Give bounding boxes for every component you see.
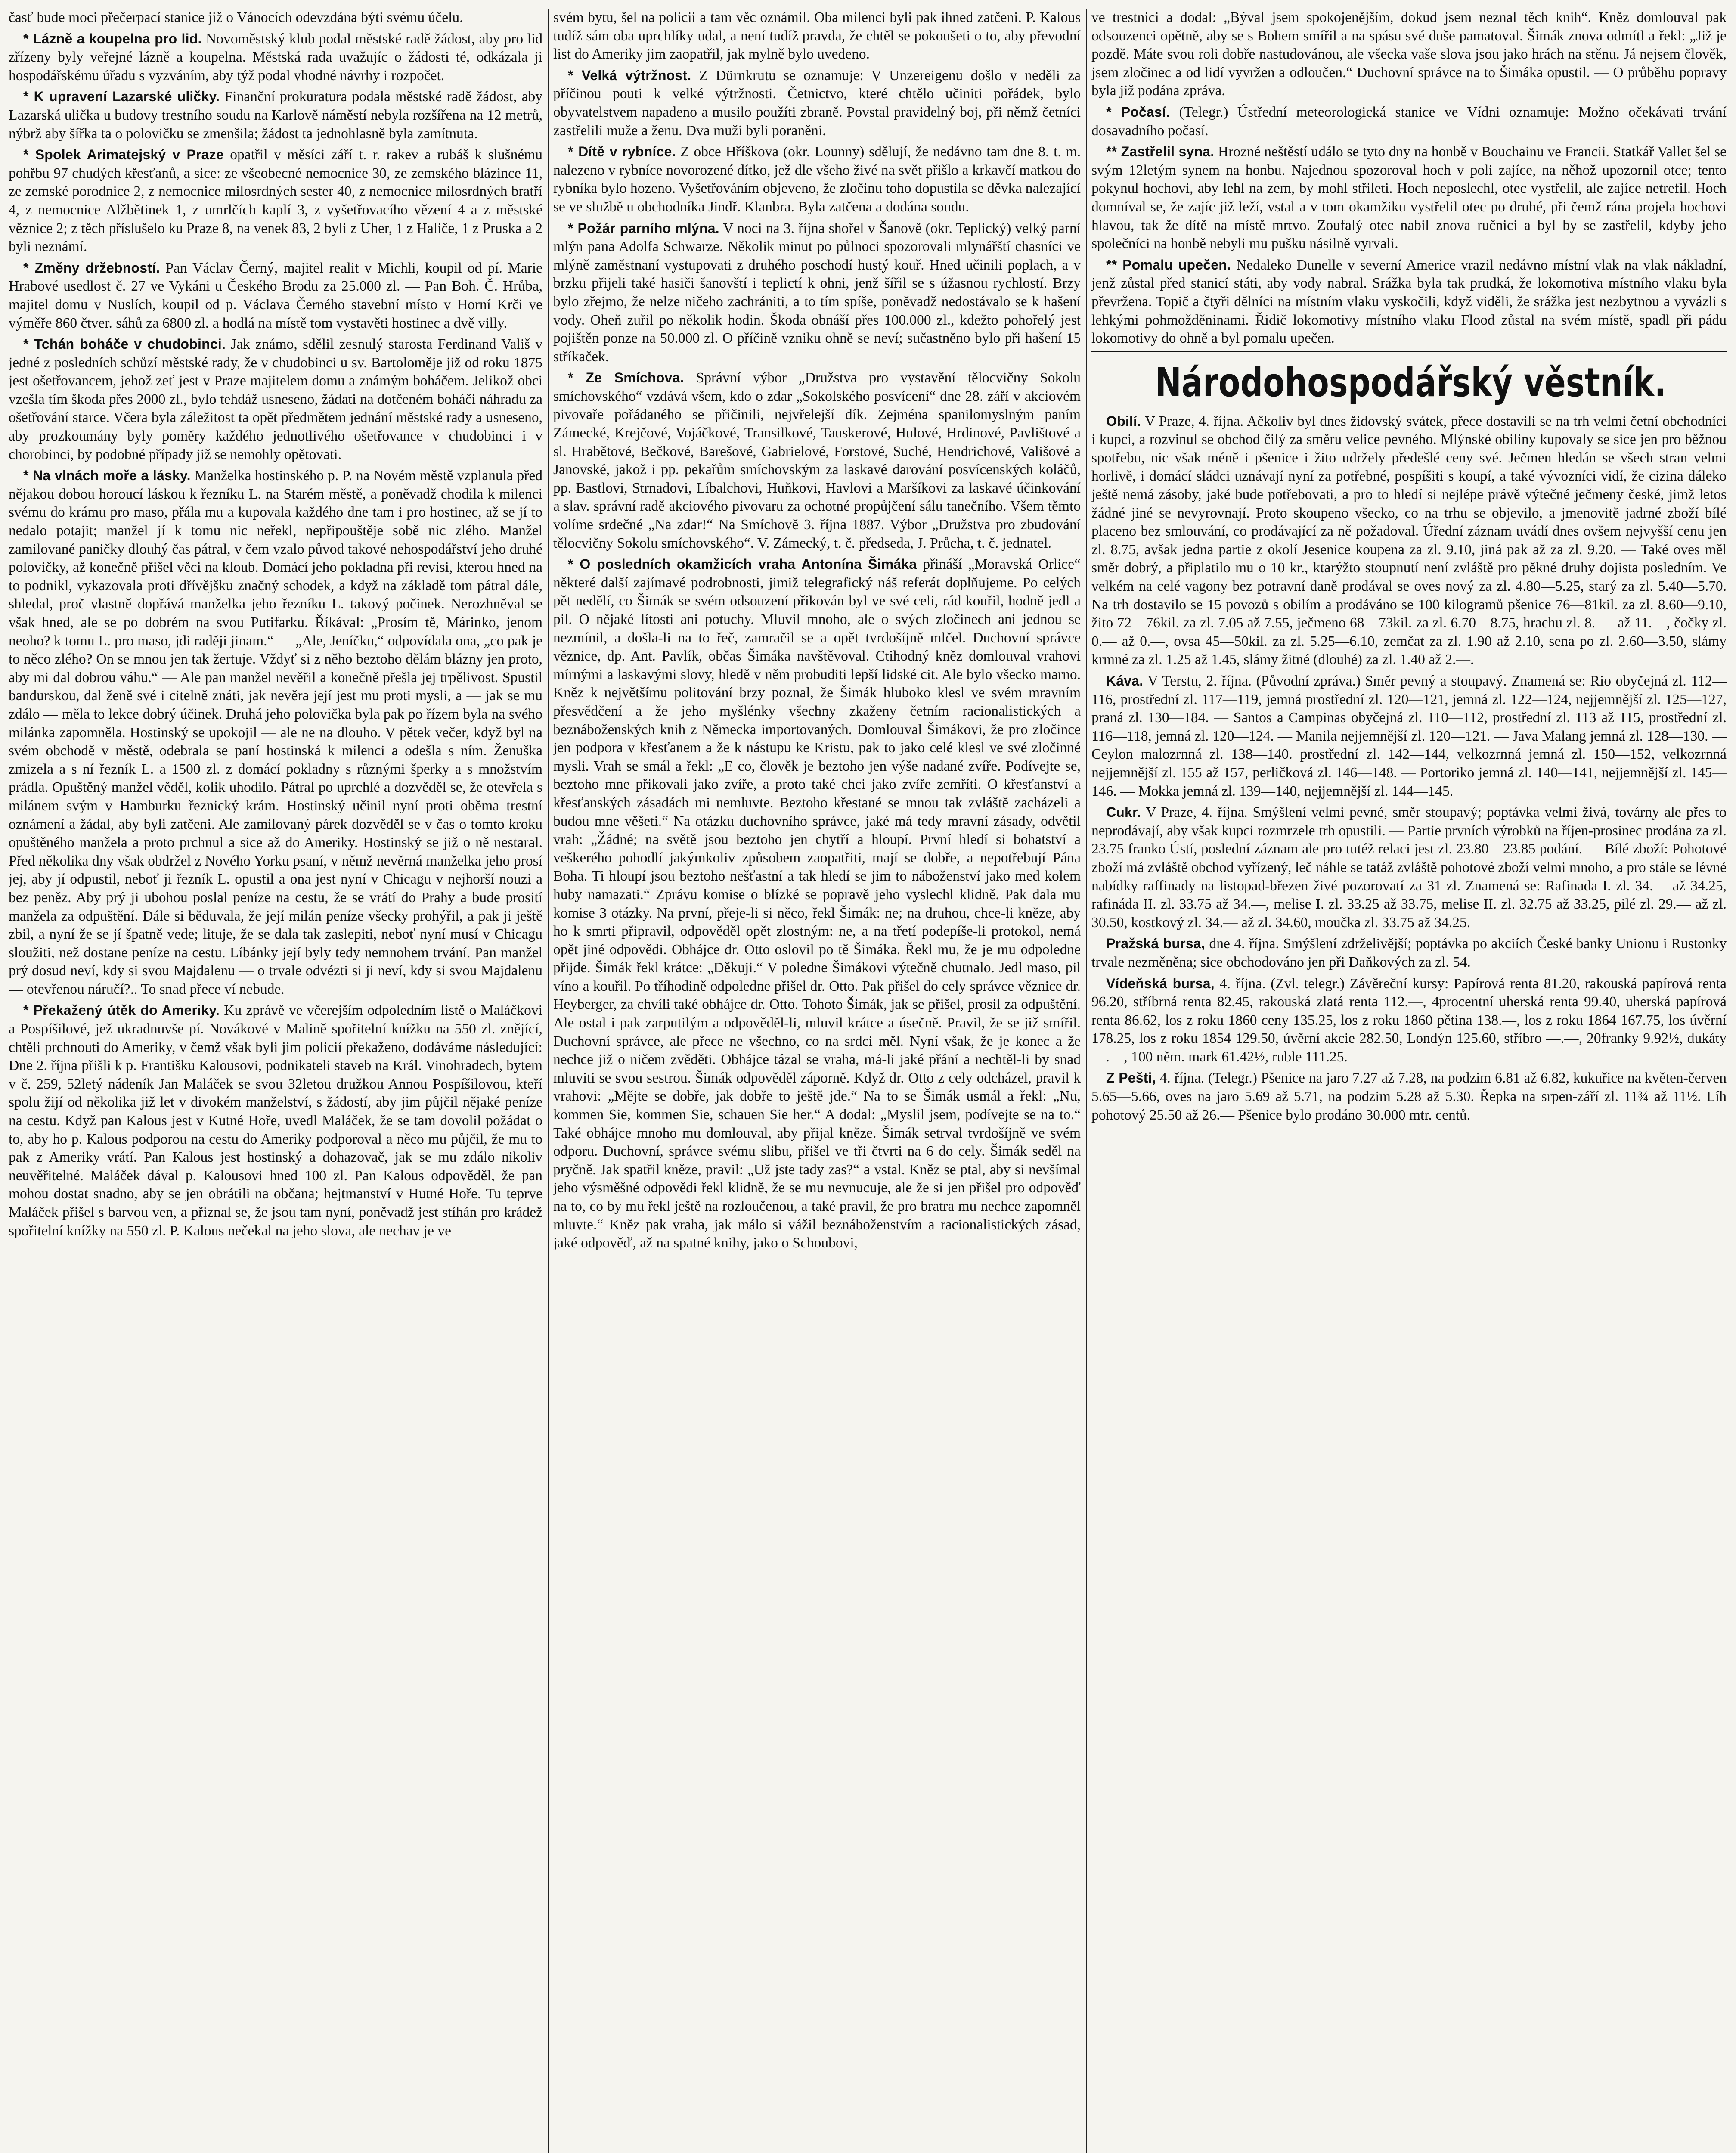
article-heading: Káva. [1106, 673, 1144, 689]
section-title: Národohospodářský věstník. [1155, 359, 1667, 406]
article-heading: * Požár parního mlýna. [568, 220, 719, 236]
article-heading: * Počasí. [1106, 104, 1170, 120]
article-heading: * Spolek Arimatejský v Praze [23, 147, 224, 163]
article [553, 555, 1081, 1253]
column-divider [1086, 9, 1087, 2153]
article-text: ve trestnici a dodal: „Býval jsem spokojenějším, dokud jsem neznal těch knih“. Kněz domlouval pak odsouzenci opětně, aby se s Bohem smířil a na spásu své duše pamatoval. Šimák znova odmítl a řekl: „Již je pozdě. Máte svou roli dobře nastudovánou, ale všecka vaše slova jsou jako hrách na stěnu. Já nejsem člověk, jsem zločinec a od lidí vyvržen a odloučen.“ Duchovní správce na to Šimáka opustil. — O průběhu popravy byla již podána zpráva. [1091, 9, 1727, 99]
article-heading: * Změny držebností. [23, 260, 160, 276]
article-text: 4. října. (Telegr.) Pšenice na jaro 7.27 až 7.28, na podzim 6.81 až 6.82, kukuřice na květen-červen 5.65—5.66, oves na jaro 5.69 až 5.71, na podzim 5.28 až 5.30. Řepka na srpen-září zl. 11¾ až 11½. Líh pohotový 25.50 až 26.— Pšenice bylo prodáno 30.000 mtr. centů. [1091, 1070, 1727, 1123]
article-text: (Telegr.) Ústřední meteorologická stanice ve Vídni oznamuje: Možno očekávati trvání dosavadního počasí. [1091, 104, 1727, 139]
article-text: Ku zprávě ve včerejším odpoledním listě o Maláčkovi a Pospíšilové, jež ukradnuvše pí. Novákové v Malině spořitelní knížku na 550 zl. znějící, chtěli prchnouti do Ameriky, v čemž však byli jim policií překaženo, dodáváme následující: Dne 2. října přišli k p. Františku Kalousovi, podnikateli staveb na Král. Vinohradech, bytem v č. 259, 52letý nádeník Jan Maláček se svou 32letou družkou Annou Pospíšilovou, kteří spolu žijí od několika již let v divokém manželství, s žádostí, aby jim půjčil nějaké peníze na cestu. Když pan Kalous jest v Kutné Hoře, uvedl Maláček, že se tam dovolil požádat o to, aby ho p. Kalous podporou na cestu do Ameriky podporoval a něco mu půjčil, že mu to pak z Ameriky vrátí. Pan Kalous jest hostinský a dohazovač, jak se mu zdálo nikoliv neuvěřitelné. Maláček dával p. Kalousovi hned 100 zl. Pan Kalous odpověděl, že pan mohou dostat snadno, aby se jen obrátili na občana; hejtmanství v Hutné Hoře. Tu teprve Maláček přišel s barvou ven, a přiznal se, že jsou tam nyní, poněvadž jest stíhán pro krádež spořitelní knížky na 550 zl. P. Kalous nečekal na jeho slova, ale nechav je ve [9, 1002, 542, 1239]
article [553, 66, 1081, 140]
article-text: V noci na 3. října shořel v Šanově (okr. Teplický) velký parní mlýn pana Adolfa Schwarze. Několik minut po půlnoci spozorovali mlynářští chasníci ve mlýně zaměstnaní vystupovati z druhého poschodí hustý kouř. Hned učinili poplach, a v brzku přijeli také hasiči šanovští i teplictí k ohni, jenž šířil se s úžasnou rychlostí. Brzy bylo zřejmo, že nelze ničeho zachrániti, a to tím spíše, poněvadž nedostávalo se k hašení vody. Oheň zuřil po několik hodin. Škoda obnáší přes 100.000 zl., kdežto pohořelý jest pojištěn ponze na 50.000 zl. O příčině vzniku ohně se neví; sučastněno bylo při hašení 15 stříkaček. [553, 220, 1081, 365]
article [9, 87, 542, 143]
article-heading: Z Pešti, [1106, 1070, 1156, 1086]
article [1091, 9, 1727, 100]
article [553, 9, 1081, 64]
article [9, 335, 542, 464]
article [9, 30, 542, 85]
article-heading: * Lázně a koupelna pro lid. [23, 31, 202, 47]
article-heading: Vídeňská bursa, [1106, 975, 1215, 991]
article [1091, 1069, 1727, 1124]
article-text: 4. října. (Zvl. telegr.) Závěreční kursy: Papírová renta 81.20, rakouská papírová renta 96.20, stříbrná renta 82.45, rakouská zlatá renta 112.—, 4procentní uherská renta 99.40, uherská papírová renta 86.62, los z roku 1860 ceny 135.25, los z roku 1860 pětina 138.—, los z roku 1864 167.75, los úvěrní 178.25, los z roku 1854 129.50, úvěrní akcie 282.50, Londýn 125.60, stříbro —.—, 20franky 9.92½, dukáty —.—, 100 něm. mark 61.42½, ruble 111.25. [1091, 975, 1727, 1065]
article [9, 259, 542, 332]
article-text: Jak známo, sdělil zesnulý starosta Ferdinand Vališ v jedné z posledních schůzí městské rady, že v chudobinci u sv. Bartoloměje již od roku 1875 jest ošetřovancem, jehož zeť jest v Praze majitelem domu a známým boháčem. Jelikož obci vzešla tím škoda přes 2000 zl., bylo tehdáž usneseno, žádati na dotčeném boháči náhradu za ošetřování starce. Včera byla záležitost ta opět předmětem jednání městské rady a usneseno, aby prozkoumány byly poměry každého jednotlivého ošetřovance v chudobinci i v chorobinci, by podobné případy již se nemohly opětovati. [9, 336, 542, 462]
article-text: přináší „Moravská Orlice“ některé další zajímavé podrobnosti, jimiž telegrafický náš referát doplňujeme. Po celých pět nedělí, co Šimák se svém odsouzení přikován byl ve své celi, rád kouřil, hodně jedl a pil. O nějaké lítosti ani potuchy. Mluvil mnoho, ale o svých zločinech ani jednou se nezmínil, a došla-li na to řeč, zamračil se a opět tvrdošíjně mlčel. Duchovní správce věznice, dp. Ant. Pavlík, občas Šimáka navštěvoval. Ctihodný kněz domlouval vrahovi mírnými a laskavými slovy, hledě v něm probuditi lepší lidské cit. Ale bylo všecko marno. Kněz k největšímu politování brzy poznal, že Šimák hluboko klesl ve svém mravním přesvědčení a že jeho myšlénky všechny zkaženy četním racionalistických a beznáboženských knih z Německa importovaných. Domlouval Šimákovi, že pro zločince jen podpora v křesťanem a že k nástupu ke Kristu, pak to jako celé klesl ve své zločinné mysli. Vrah se smál a řekl: „E co, člověk je beztoho jen výše nadané zvíře. Podívejte se, beztoho mne přikovali jako zvíře, a proto také chci jako zvíře zemříti. O křesťanství a křesťanských zásadách mi nemluvte. Beztoho křestané se mnou tak zvláště zacházeli a budou mne věšeti.“ Na otázku duchovního správce, jaké má tedy mravní zásady, odvětil vrah: „Žádné; na světě jsou beztoho jen chytří a hloupí. První hledí si bohatství a veškerého pohodlí jakýmkoliv způsobem zaopatřiti, mají se dobře, a nepotřebují Pána Boha. Ti hloupí jsou beztoho nešťastní a tak hledí se jim to náboženství jako med kolem huby namazati.“ Zprávu komise o blízké se popravě jeho vyslechl klidně. Pak dala mu komise 3 otázky. Na první, přeje-li si něco, řekl Šimák: ne; na druhou, chce-li kněze, aby ho k smrti připravil, odpověděl opět zlostným: ne, a na třetí podepíše-li protokol, nemá opět jiné odpovědi. Obhájce dr. Otto oslovil po tě Šimáka. Řekl mu, že je mu odpoledne přijde. Šimák řekl krátce: „Děkuji.“ V poledne Šimákovi výtečně chutnalo. Jedl maso, pil víno a kouřil. Po tříhodině odpoledne přišel dr. Otto. Pak přišel do cely správce věznice dr. Heyberger, za chvíli také obhájce dr. Otto. Tohoto Šimák, jak se přišel, prosil za odpuštění. Ale ostal i pak zarputilým a odpověděl-li, mluvil krátce a úsečně. Pravil, že se již smířil. Duchovní správce, ale přece ne všechno, co na srdci měl. Nyní však, že je konec a že nechce již o ničem zvěděti. Obhájce tázal se vraha, má-li jaké přání a nechtěl-li by snad mluviti se svou sestrou. Šimák odpověděl záporně. Když dr. Otto z cely odcházel, pravil k vrahovi: „Mějte se dobře, jak dobře to ještě jde.“ Na to se Šimák usmál a řekl: „Nu, kommen Sie, kommen Sie, schauen Sie her.“ A dodal: „Myslil jsem, podívejte se na to.“ Také obhájce mnoho mu domlouval, aby přijal kněze. Šimák setrval tvrdošíjně ve svém odporu. Duchovní, správce svému slibu, přišel ve tři čtvrti na 6 do cely. Šimák seděl na pryčně. Jak spatřil kněze, pravil: „Už jste tady zas?“ a vstal. Kněz se ptal, aby si nevšímal jeho výsměšné odpovědi řekl klidně, že se mu nevnucuje, ale že si jen přišel pro odpověď na to, co by mu řekl ještě na rozloučenou, a také pravil, že pro bratra mu nechce zapomněl mluvte.“ Kněz pak vraha, jak málo si vážil beznáboženstvím a racionalistických zásad, jaké odpověď, až na spatné knihy, jako o Schoubovi, [553, 556, 1081, 1251]
article-heading: * Překažený útěk do Ameriky. [23, 1002, 220, 1018]
article [553, 369, 1081, 552]
article [553, 143, 1081, 216]
article-text: Z obce Hříškova (okr. Lounny) sdělují, že nedávno tam dne 8. t. m. nalezeno v rybníce novorozené dítko, jež dle všeho živé na svět přišlo a krkavčí matkou do rybníka bylo hozeno. Vyšetřováním objeveno, že zločinu toho dopustila se děvka nalezající se ve službě u obchodníka Jindř. Klanbra. Byla zatčena a dodána soudu. [553, 144, 1081, 215]
article [1091, 672, 1727, 800]
column-1 [9, 9, 542, 2153]
article [1091, 803, 1727, 932]
article [1091, 974, 1727, 1067]
column-2 [553, 9, 1081, 2153]
article-text: V Praze, 4. října. Ačkoliv byl dnes židovský svátek, přece dostavili se na trh velmi četní obchodníci i kupci, a rozvinul se obchod čilý za směru velice pevného. Mlýnské obiliny kupovaly se sice jen pro běžnou spotřebu, nic však méně i pšenice i žito udržely předešlé ceny své. Ječmen hledán se všech stran velmi horlivě, i domácí sládci uznávají nyní za potřebné, pospíšiti s koupí, a také vývozníci vidí, že cizina dáleko ještě nemá zásoby, jaké bude potřebovati, a pro to hledí si nejlépe právě výtečné ječmeny české, jimž letos žádné jiné se nevyrovnají. Proto skoupeno všecko, co na trhu se objevilo, a jmenovitě jadrné zboží bílé placeno bez smlouvání, co prodávající za ně požadoval. Úřední záznam uvádí dnes ovšem nejvyšší cenu jen zl. 8.75, avšak jedna partie z okolí Jesenice koupena za zl. 9.10, jiná pak až za zl. 9.20. — Také oves měl směr dobrý, a připlatilo mu o 10 kr., ktarýžto stoupnutí není zvláště pro pěkné druhy dojista posledním. Ve velkém na celé vagony bez potravní daně prodával se oves nový za zl. 4.80—5.25, starý za zl. 5.40—5.70. Na trh dostavilo se 15 povozů s obilím a prodáváno se 100 kilogramů pšenice 76—81kil. za zl. 8.60—9.10, žito 72—76kil. za zl. 7.05 až 7.55, ječmeno 68—73kil. za zl. 6.70—8.75, hrachu zl. 8. — až 11.—, čočky zl. 0.— až 0.—, ovsa 45—50kil. za zl. 5.25—6.10, zemčat za zl. 1.90 až 2.10, sena po zl. 2.60—3.50, slámy krmné za zl. 1.25 až 1.45, slámy žitné (dlouhé) za zl. 1.40 až 2.—. [1091, 413, 1727, 668]
article-text: Manželka hostinského p. P. na Novém městě vzplanula před nějakou dobou horoucí láskou k řezníku L. na Starém městě, a poněvadž chodila k milenci svému do krámu pro maso, přála mu a kupovala každého dne tam i pro hostinec, až se jí to nedalo potajit; manžel jí k tomu nic neřekl, nepřipouštěje sobě nic zlého. Manžel zamilované paničky dlouhý čas pátral, v čem vzalo původ takové nehospodářství jeho druhé polovičky, až konečně přišel věci na kloub. Domácí jeho pokladna při revisi, kterou hned na to podnikl, vykazovala proti dřívějšku značný schodek, a když na základě tom pátral dále, shledal, proč vlastně dopřává manželka jeho řezníku L. takový počinek. Nerozhněval se však hned, ale se po dobrém na svou Putifarku. Říkával: „Prosím tě, Márinko, jenom neoho? k tomu L. pro maso, jdi raději jinam.“ — „Ale, Jeníčku,“ odpovídala ona, „co pak je to něco zlého? On se mnou jen tak žertuje. Vždyť si z něho beztoho dělám blázny jen proto, aby mi dal dobrou váhu.“ — Ale pan manžel nevěřil a konečně přešla jej trpělivost. Spustil bandurskou, dal ženě své i citelně znáti, jak nevěra její jest mu proti mysli, a — jak se mu zdálo — měla to lekce dobrý účinek. Druhá jeho polovička byla pak po řízem byla na svého milánka zapomněla. Hostinský se upokojil — ale ne na dlouho. V pětek večer, když byl na svém obchodě v městě, odebrala se paní hostinská k milenci a odešla s ním. Ženuška zmizela a s ní řezník L. a 1500 zl. z domácí pokladny s různými šperky a s množstvím prádla. Opuštěný manžel věděl, kolik uhodilo. Pátral po uprchlé a dozvěděl se, že otevřela s milánem svým v Hamburku řeznický krám. Hostinský učinil nyní proti oběma trestní oznámení a žádal, aby byli zatčeni. Ale zamilovaný párek dozvěděl se v čas o tomto kroku opuštěného manžela a proto prchnul a sice až do Ameriky. Hostinský se již o ně nestaral. Před několika dny však obdržel z Nového Yorku psaní, v němž nevěrná manželka jeho prosí jej, aby jí odpustil, neboť ji řezník L. opustil a ona jest nyní v Chicagu v nejhorší nouzi a bez peněz. Aby prý ji ubohou poslal peníze na cestu, že se vrátí do Prahy a bude prosití manžela za odpuštění. Dále si běduvala, že její milán peníze všecky prohýřil, a pak ji ještě zbil, a nyní že se jí špatně vede; lituje, že se dala tak zaslepiti, neboť nyní musí v Chicagu sloužiti, než dostane peníze na cestu. Líbánky její byly tedy nemnohem trvání. Pan manžel prý dosud neví, kdy si svou Majdalenu — o trvale odvézti si ji neví, kdy si svou Majdalenu — otevřenou náručí?.. To snad přece ví nebude. [9, 468, 542, 997]
article [1091, 103, 1727, 140]
article-text: V Terstu, 2. října. (Původní zpráva.) Směr pevný a stoupavý. Znamená se: Rio obyčejná zl. 112—116, prostřední zl. 117—119, jemná prostřední zl. 120—121, jemná zl. 122—124, nejjemnější zl. 125—127, praná zl. 130—184. — Santos a Campinas obyčejná zl. 110—112, prostřední zl. 113 až 115, prostřední zl. 116—118, jemná zl. 120—124. — Manila nejjemnější zl. 120—121. — Java Malang jemná zl. 128—130. — Ceylon malozrnná zl. 138—140. prostřední zl. 142—144, velkozrnná jemná zl. 150—152, velkozrnná nejjemnější zl. 155 až 157, perličková zl. 146—148. — Portoriko jemná zl. 140—141, nejjemnější zl. 145—146. — Mokka jemná zl. 139—140, nejjemnější zl. 144—145. [1091, 673, 1727, 799]
article-heading: ** Pomalu upečen. [1106, 257, 1231, 273]
article-heading: * Na vlnách moře a lásky. [23, 468, 191, 484]
article [553, 219, 1081, 366]
article-heading: Cukr. [1106, 804, 1141, 820]
article-text: V Praze, 4. října. Smýšlení velmi pevné, směr stoupavý; poptávka velmi živá, továrny ale přes to neprodávají, aby však kupci rozmrzele trh opustili. — Partie prvních výrobků na říjen-prosinec prodána za zl. 23.75 franko Ústí, poslední záznam ale pro tutéž relaci jest zl. 23.80—23.85 podání. — Bílé zboží: Pohotové zboží má zvláště obchod vyřízený, leč náhle se tatáž zvláště pohotové zboží velmi mnoho, a pro stále se lévné nabídky raffinady na listopad-březen živé pozorovatí za 31 zl. Znamená se: Rafinada I. zl. 34.— až 34.25, rafináda II. zl. 33.75 až 34.—, melise I. zl. 33.25 až 33.75, melise II. zl. 32.75 až 33.25, pilé zl. 29.— až zl. 30.50, kostkový zl. 34.— až zl. 34.60, moučka zl. 33.75 až 34.25. [1091, 804, 1727, 931]
article [1091, 934, 1727, 971]
article-text: svém bytu, šel na policii a tam věc oznámil. Oba milenci byli pak ihned zatčeni. P. Kalous tudíž sám oba uprchlíky udal, a není tudíž pravda, že chtěl se pokoušeti o to, aby převodní list do Ameriky jim zaopatřil, jak mylně bylo uvedeno. [553, 9, 1081, 62]
article-text: Správní výbor „Družstva pro vystavění tělocvičny Sokolu smíchovského“ vzdává všem, kdo o zdar „Sokolského posvícení“ dne 28. září v akciovém pivovaře pořádaného se přičinili, nejvřelejší dík. Zejména spanilomyslným paním Zámecké, Krejčové, Vojáčkové, Transilkové, Tauskerové, Hulové, Hrdinové, Pavlištové a sl. Hrabětové, Bečkové, Barešové, Gabrielové, Forstové, Suché, Hendrichové, Vališové a Janovské, jakož i pp. pekařům smíchovským za laskavé darování posvícenských koláčů, pp. Bastlovi, Strnadovi, Líbalchovi, Huňkovi, Havlovi a Maršíkovi za laskavé účinkování a slav. správní radě akciového pivovaru za ochotné propůjčení sálu tanečního. Všem těmto volíme srdečné „Na zdar!“ Na Smíchově 3. října 1887. Výbor „Družstva pro zbudování tělocvičny Sokolu smíchovského“. V. Zámecký, t. č. předseda, J. Průcha, t. č. jednatel. [553, 370, 1081, 551]
article [9, 146, 542, 256]
article [9, 1001, 542, 1240]
article [1091, 412, 1727, 669]
article-heading: * O posledních okamžicích vraha Antonína Šimáka [568, 556, 917, 572]
article [1091, 256, 1727, 348]
article-text: Z Dürnkrutu se oznamuje: V Unzereigenu došlo v neděli za příčinou pouti k velké výtržnosti. Četnictvo, které chtělo učiniti pořádek, bylo obyvatelstvem napadeno a musilo použíti zbraně. Povstal pravidelný boj, při němž četníci zastřelili muže a ženu. Dva muži byli poraněni. [553, 67, 1081, 139]
article-text: Hrozné neštěstí událo se tyto dny na honbě v Bouchainu ve Francii. Statkář Vallet šel se svým 12letým synem na honbu. Najednou spozoroval hoch v poli zajíce, na něhož upozornil otce; tento pokynul hochovi, aby lehl na zem, by mohl střileti. Hoch neposlechl, otec vystřelil, ale zajíce netrefil. Hoch domníval se, že zajíc již leží, vstal a v tom okamžiku vystřelil otec po druhé, při čemž rána projela hochovi hlavou, tak že dítě na místě mrtvo. Zoufalý otec nabil znova ručnici a byl by se zastřelil, kdyby jeho společníci na honbě nebyli mu pušku násilně vyrvali. [1091, 144, 1727, 252]
article-text: opatřil v měsíci září t. r. rakev a rubáš k slušnému pohřbu 97 chudých křesťanů, a sice: ze všeobecné nemocnice 30, ze zemského blázince 11, ze zemské porodnice 2, z nemocnice milosrdných sester 40, z nemocnice milosrdných bratří 4, z nemocnice Alžbětinek 1, z umrlčích kaplí 3, z vyšetřovacího vězení 4 a z městské věznice 2; z těch příslušelo ku Praze 8, na venek 83, 2 byli z Uher, 1 z Haliče, 1 z Pruska a 2 byli neznámí. [9, 147, 542, 255]
article [1091, 143, 1727, 253]
article-heading: * Velká výtržnost. [568, 67, 691, 83]
section-rule [1091, 351, 1727, 352]
column-3 [1091, 9, 1727, 2153]
column-divider [548, 9, 549, 2153]
article-text: Novoměstský klub podal městské radě žádost, aby pro lid zřízeny byly veřejné lázně a koupelna. Městská rada uvažujíc o žádosti té, odkázala ji hospodářskému úřadu s vyzváním, aby týž podal vhodné návrhy i rozpočet. [9, 31, 542, 84]
article [9, 466, 542, 999]
article-heading: * Tchán boháče v chudobinci. [23, 336, 226, 352]
article-text: Finanční prokuratura podala městské radě žádost, aby Lazarská ulička u budovy trestního soudu na Karlově náměstí nebyla rozšířena na 12 metrů, nýbrž aby šířka ta o polovičku se zmenšila; žádost ta jednohlasně byla zamítnuta. [9, 89, 542, 142]
article-heading: * K upravení Lazarské uličky. [23, 89, 220, 105]
article-text: Pan Václav Černý, majitel realit v Michli, koupil od pí. Marie Hrabové usedlost č. 27 ve Vykáni u Českého Brodu za 25.000 zl. — Pan Boh. Č. Hrůba, majitel domu v Nuslích, koupil od p. Václava Černého stavební místo v Horní Krči ve výměře 860 čtver. sáhů za 6800 zl. a hodlá na místě tom vystavěti hostinec a dvě villy. [9, 260, 542, 331]
article-text: Nedaleko Dunelle v severní Americe vrazil nedávno místní vlak na vlak nákladní, jenž zůstal před stanicí státi, aby vody nabral. Srážka byla tak prudká, že lokomotiva místního vlaku byla převržena. Topič a čtyři dělníci na místním vlaku vyskočili, když viděli, že srážka jest nezbytnou a vyvázli s lehkými pohmožděninami. Řidič lokomotivy místního vlaku Flood zůstal na svém místě, spadl při pádu lokomotivy do ohně a byl pomalu upečen. [1091, 257, 1727, 347]
article-heading: Pražská bursa, [1106, 936, 1205, 952]
article-heading: Obilí. [1106, 413, 1141, 429]
article-heading: * Ze Smíchova. [568, 370, 684, 386]
article-heading: ** Zastřelil syna. [1106, 144, 1215, 160]
article [9, 9, 542, 27]
article-text: časť bude moci přečerpací stanice již o Vánocích odevzdána býti svému účelu. [9, 9, 463, 25]
article-text: dne 4. října. Smýšlení zdrželivější; poptávka po akciích České banky Unionu i Rustonky trvale nezměněna; sice obchodováno jen při Daňkových za zl. 54. [1091, 936, 1727, 970]
article-heading: * Dítě v rybníce. [568, 144, 676, 160]
